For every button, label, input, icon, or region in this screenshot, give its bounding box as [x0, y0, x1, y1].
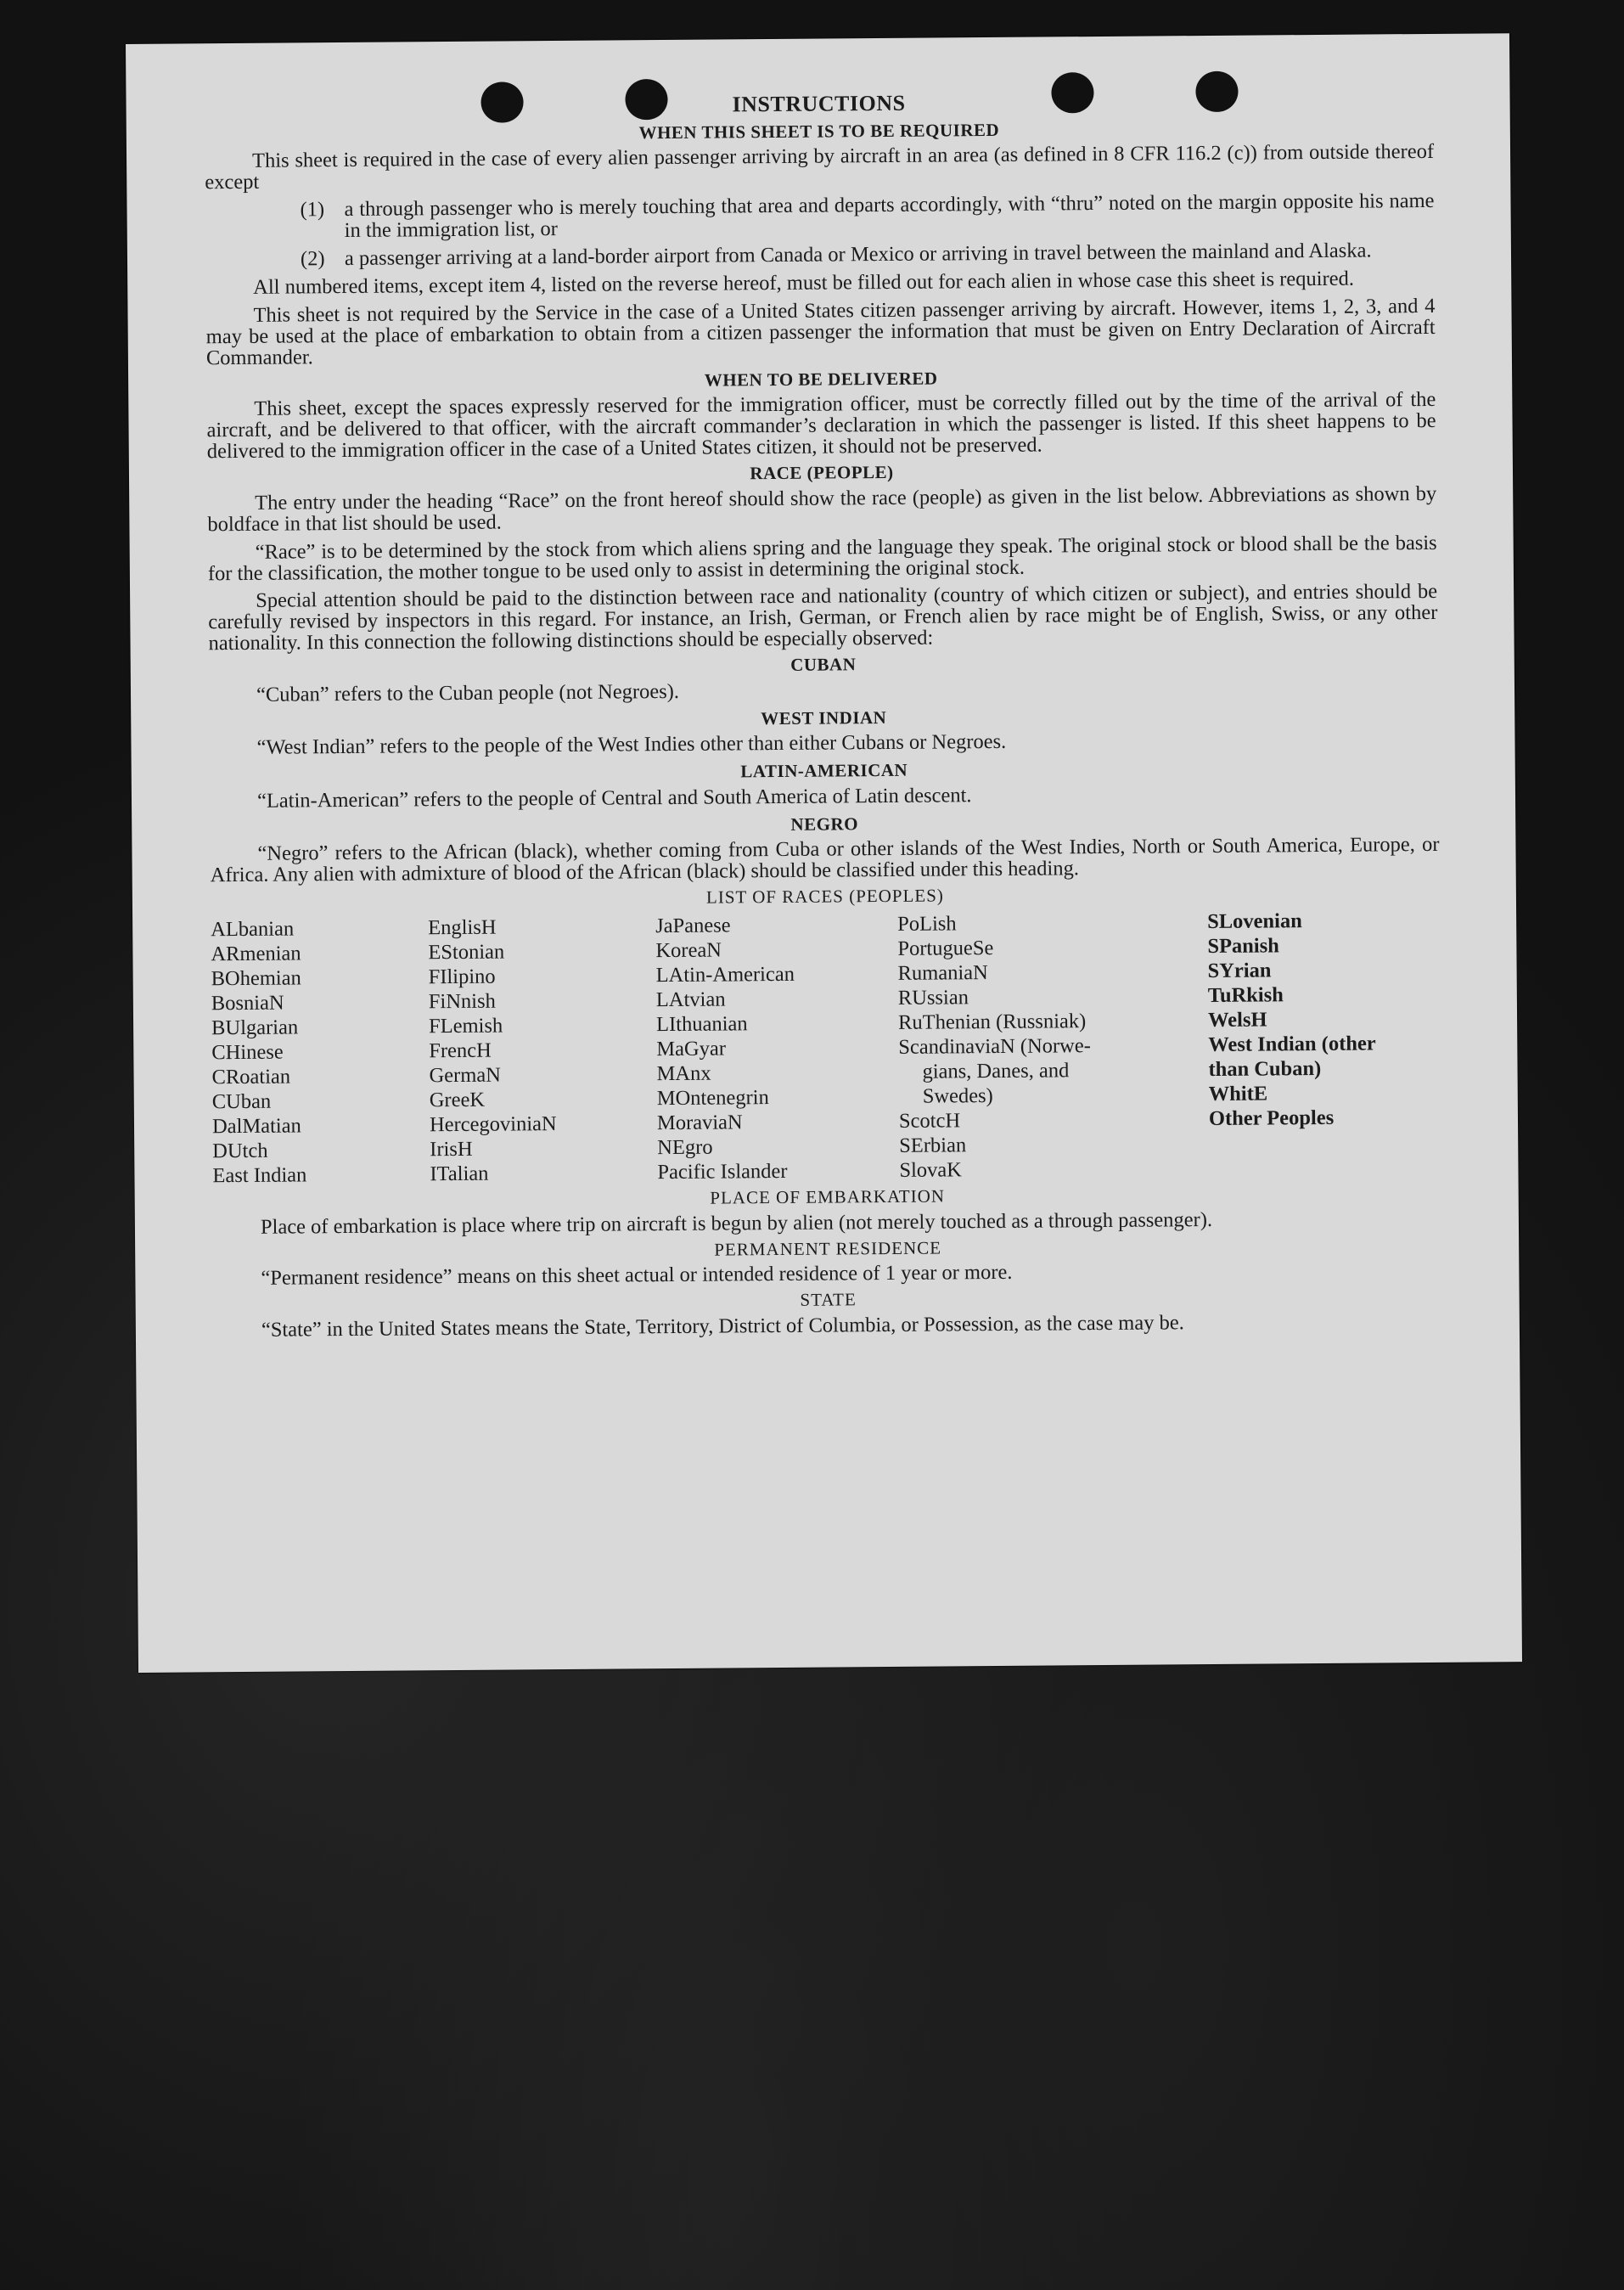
- paragraph-race-2: “Race” is to be determined by the stock from which aliens spring and the language they speak. The original stock or blood shall be the basis for the classification, the mother tongue to be used only to assist in determining the original stock.: [207, 531, 1437, 585]
- race-entry: MoraviaN: [656, 1111, 743, 1135]
- race-entry: IrisH: [430, 1138, 473, 1162]
- race-entry: TuRkish: [1207, 983, 1284, 1008]
- race-entry: BOhemian: [211, 966, 301, 991]
- race-entry: MOntenegrin: [656, 1086, 769, 1111]
- race-entry: PortugueSe: [897, 937, 994, 961]
- race-entry: RuThenian (Russniak): [897, 1010, 1087, 1035]
- race-entry: West Indian (other: [1208, 1032, 1376, 1057]
- paragraph-embarkation: Place of embarkation is place where trip on aircraft is begun by alien (not merely touched as a through passenger).: [260, 1207, 1213, 1239]
- race-entry: KoreaN: [655, 938, 722, 963]
- race-entry: LIthuanian: [655, 1012, 748, 1037]
- race-entry: EStonian: [428, 940, 505, 965]
- race-entry: ARmenian: [211, 942, 301, 966]
- heading-race: RACE (PEOPLE): [750, 462, 894, 484]
- paragraph-citizen: This sheet is not required by the Service in the case of a United States citizen passenger arriving by aircraft. However, items 1, 2, 3, and 4 may be used at the place of embarkation to obtain from a citizen passenger the information that must be given on Entry Declaration of Aircraft Commander.: [205, 294, 1436, 370]
- races-column-1: [211, 916, 430, 1189]
- race-entry: DalMatian: [211, 1114, 301, 1139]
- item-number: (1): [300, 198, 325, 222]
- item-number: (2): [300, 247, 325, 271]
- race-entry: WelsH: [1207, 1008, 1267, 1032]
- race-entry: FLemish: [428, 1014, 503, 1038]
- race-entry: DUtch: [212, 1139, 268, 1163]
- heading-west-indian: WEST INDIAN: [761, 706, 887, 729]
- heading-negro: NEGRO: [790, 813, 859, 835]
- paragraph-numbered-items: All numbered items, except item 4, listed on the reverse hereof, must be filled out for each alien in whose case this sheet is required.: [253, 267, 1355, 299]
- race-entry: FiNnish: [428, 990, 496, 1014]
- races-list: [211, 908, 1441, 1188]
- race-entry: GreeK: [429, 1089, 486, 1112]
- race-entry: East Indian: [212, 1163, 307, 1188]
- race-entry: SPanish: [1207, 934, 1279, 959]
- note-latin-american: “Latin-American” refers to the people of Central and South America of Latin descent.: [256, 783, 972, 813]
- race-entry: CUban: [211, 1090, 272, 1114]
- races-column-5: [1207, 908, 1438, 1180]
- note-cuban: “Cuban” refers to the Cuban people (not Negroes).: [256, 679, 680, 706]
- document-sheet: [126, 33, 1522, 1673]
- races-column-2: [428, 914, 657, 1187]
- heading-permanent-residence: PERMANENT RESIDENCE: [714, 1237, 942, 1260]
- item-text: a passenger arriving at a land-border airport from Canada or Mexico or arriving in travel between the mainland and Alaska.: [344, 239, 1372, 270]
- heading-when-delivered: WHEN TO BE DELIVERED: [704, 368, 938, 391]
- race-entry: RumaniaN: [897, 961, 988, 986]
- document-content: [204, 88, 1443, 1348]
- race-entry: LAtvian: [655, 987, 726, 1012]
- paragraph-negro: “Negro” refers to the African (black), whether coming from Cuba or other islands of the West Indies, North or South America, Europe, or Africa. Any alien with admixture of blood of the African (black) should be classified under this heading.: [210, 832, 1440, 887]
- race-entry: NEgro: [657, 1135, 713, 1160]
- race-entry: Other Peoples: [1208, 1106, 1335, 1131]
- race-entry: than Cuban): [1208, 1057, 1322, 1082]
- paragraph-state: “State” in the United States means the State, Territory, District of Columbia, or Possession, as the case may be.: [261, 1310, 1184, 1342]
- heading-when-required: WHEN THIS SHEET IS TO BE REQUIRED: [638, 119, 1000, 143]
- race-entry: JaPanese: [655, 914, 731, 938]
- race-entry: Swedes): [922, 1084, 993, 1109]
- race-entry: SLovenian: [1207, 909, 1302, 934]
- race-entry: SYrian: [1207, 959, 1272, 983]
- note-west-indian: “West Indian” refers to the people of the West Indies other than either Cubans or Negroes.: [256, 730, 1007, 760]
- race-entry: CRoatian: [211, 1065, 291, 1089]
- race-entry: CHinese: [211, 1040, 284, 1065]
- race-entry: GermaN: [429, 1063, 502, 1088]
- paragraph-race-1: The entry under the heading “Race” on the front hereof should show the race (people) as given in the list below. Abbreviations as shown by boldface in that list should be used.: [207, 481, 1437, 536]
- race-entry: FIlipino: [428, 965, 496, 989]
- race-entry: FrencH: [429, 1039, 492, 1063]
- paragraph-required-intro: This sheet is required in the case of every alien passenger arriving by aircraft in an area (as defined in 8 CFR 116.2 (c)) from outside thereof except: [205, 139, 1435, 194]
- heading-embarkation: PLACE OF EMBARKATION: [710, 1185, 946, 1209]
- race-entry: gians, Danes, and: [922, 1059, 1070, 1084]
- heading-cuban: CUBAN: [790, 654, 857, 676]
- paragraph-race-3: Special attention should be paid to the distinction between race and nationality (country of which citizen or subject), and entries should be carefully revised by inspectors in this regard. For instance, an Irish, German, or French alien by race might be of English, Swiss, or any other nationality. In this connection the following distinctions should be especially observed:: [208, 580, 1438, 655]
- race-entry: BosniaN: [211, 991, 284, 1016]
- race-entry: MAnx: [656, 1062, 711, 1086]
- heading-latin-american: LATIN-AMERICAN: [740, 760, 908, 782]
- races-column-4: [897, 909, 1209, 1183]
- race-entry: ScandinaviaN (Norwe-: [898, 1034, 1091, 1060]
- race-entry: MaGyar: [656, 1037, 727, 1061]
- race-entry: ScotcH: [898, 1109, 961, 1134]
- exception-item: [205, 239, 1435, 270]
- race-entry: WhitE: [1208, 1082, 1268, 1106]
- race-entry: RUssian: [897, 986, 969, 1010]
- race-entry: SlovaK: [899, 1158, 963, 1183]
- paragraph-residence: “Permanent residence” means on this sheet actual or intended residence of 1 year or more.: [261, 1261, 1013, 1290]
- race-entry: BUlgarian: [211, 1016, 299, 1040]
- race-entry: PoLish: [897, 912, 957, 937]
- race-entry: HercegoviniaN: [429, 1112, 557, 1137]
- races-column-3: [655, 912, 899, 1184]
- race-entry: EnglisH: [428, 915, 497, 940]
- heading-list-of-races: LIST OF RACES (PEOPLES): [705, 885, 944, 908]
- page-title: INSTRUCTIONS: [732, 90, 906, 117]
- heading-state: STATE: [800, 1289, 857, 1310]
- paragraph-delivery: This sheet, except the spaces expressly reserved for the immigration officer, must be correctly filled out by the time of the arrival of the aircraft, and be delivered to that officer, with the aircraft commander’s declaration in which the passenger is listed. If this sheet happens to be delivered to the immigration officer in the case of a United States citizen, it should not be preserved.: [206, 388, 1436, 464]
- item-text: a through passenger who is merely touching that area and departs accordingly, with “thru” noted on the margin opposite his name in the immigration list, or: [344, 188, 1435, 242]
- race-entry: SErbian: [899, 1134, 967, 1158]
- race-entry: LAtin-American: [655, 963, 795, 987]
- race-entry: Pacific Islander: [657, 1160, 788, 1184]
- race-entry: ITalian: [430, 1162, 489, 1186]
- exception-item: [205, 190, 1434, 242]
- race-entry: ALbanian: [211, 917, 295, 942]
